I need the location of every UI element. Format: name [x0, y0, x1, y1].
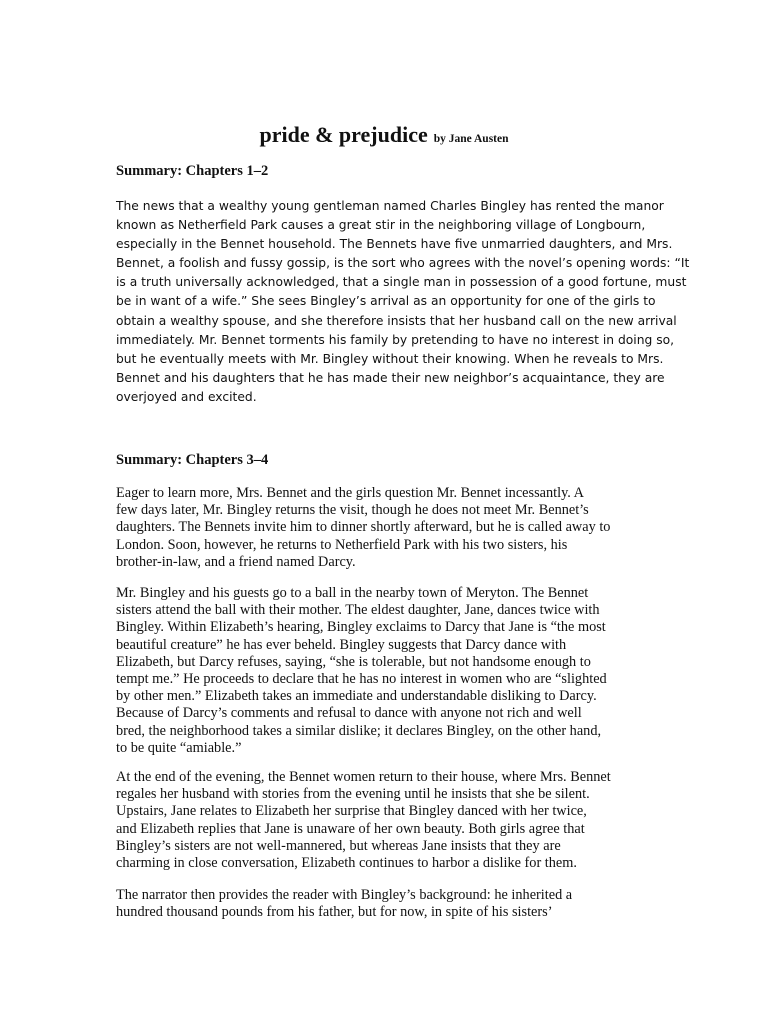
section-2-paragraph-3: [116, 769, 661, 872]
paragraph-line: especially in the Bennet household. The Bennets have five unmarried daughters, and Mrs.: [116, 237, 673, 252]
section-2-paragraph-2: [116, 585, 661, 757]
paragraph-line: Bingley’s sisters are not well-mannered, but whereas Jane insists that they are: [116, 837, 561, 854]
paragraph-line: charming in close conversation, Elizabeth continues to harbor a dislike for them.: [116, 855, 577, 872]
paragraph-line: Elizabeth, but Darcy refuses, saying, “she is tolerable, but not handsome enough to: [116, 653, 591, 670]
paragraph-line: be in want of a wife.” She sees Bingley’s arrival as an opportunity for one of the girls to: [116, 294, 656, 309]
paragraph-line: overjoyed and excited.: [116, 389, 257, 404]
paragraph-line: The news that a wealthy young gentleman named Charles Bingley has rented the manor: [116, 199, 664, 213]
paragraph-line: beautiful creature” he has ever beheld. Bingley suggests that Darcy dance with: [116, 636, 567, 653]
paragraph-line: daughters. The Bennets invite him to dinner shortly afterward, but he is called away to: [116, 519, 611, 536]
paragraph-line: At the end of the evening, the Bennet women return to their house, where Mrs. Bennet: [116, 769, 611, 785]
paragraph-line: bred, the neighborhood takes a similar dislike; it declares Bingley, on the other hand,: [116, 722, 602, 739]
section-2-paragraph-1: [116, 485, 661, 571]
paragraph-line: by other men.” Elizabeth takes an immediate and understandable disliking to Darcy.: [116, 688, 597, 705]
section-1-paragraph: [116, 197, 690, 407]
paragraph-line: but he eventually meets with Mr. Bingley without their knowing. When he reveals to Mrs.: [116, 351, 664, 366]
paragraph-line: brother-in-law, and a friend named Darcy.: [116, 553, 356, 570]
document-title-line: [0, 121, 768, 153]
paragraph-line: known as Netherfield Park causes a great stir in the neighboring village of Longbourn,: [116, 218, 646, 233]
document-byline: by Jane Austen: [433, 133, 509, 145]
paragraph-line: sisters attend the ball with their mother. The eldest daughter, Jane, dances twice with: [116, 602, 600, 619]
paragraph-line: The narrator then provides the reader with Bingley’s background: he inherited a: [116, 887, 573, 903]
paragraph-line: to be quite “amiable.”: [116, 739, 242, 756]
paragraph-line: and Elizabeth replies that Jane is unaware of her own beauty. Both girls agree that: [116, 820, 585, 837]
paragraph-line: obtain a wealthy spouse, and she therefore insists that her husband call on the new arrival: [116, 313, 677, 328]
paragraph-line: Upstairs, Jane relates to Elizabeth her surprise that Bingley danced with her twice,: [116, 803, 587, 820]
paragraph-line: Bennet and his daughters that he has made their new neighbor’s acquaintance, they are: [116, 370, 665, 385]
section-heading-chapters-3-4: Summary: Chapters 3–4: [116, 452, 269, 468]
document-title: pride & prejudice: [259, 122, 428, 147]
section-heading-chapters-1-2: Summary: Chapters 1–2: [116, 163, 269, 179]
section-2-paragraph-4: [116, 887, 661, 921]
paragraph-line: Because of Darcy’s comments and refusal to dance with anyone not rich and well: [116, 705, 582, 722]
paragraph-line: Bingley. Within Elizabeth’s hearing, Bingley exclaims to Darcy that Jane is “the most: [116, 619, 606, 636]
paragraph-line: tempt me.” He proceeds to declare that he has no interest in women who are “slighted: [116, 671, 607, 688]
paragraph-line: immediately. Mr. Bennet torments his family by pretending to have no interest in doing so,: [116, 332, 675, 347]
paragraph-line: Eager to learn more, Mrs. Bennet and the girls question Mr. Bennet incessantly. A: [116, 485, 584, 501]
paragraph-line: Bennet, a foolish and fussy gossip, is the sort who agrees with the novel’s opening words: “It: [116, 256, 690, 271]
paragraph-line: is a truth universally acknowledged, that a single man in possession of a good fortune, must: [116, 275, 687, 290]
paragraph-line: few days later, Mr. Bingley returns the visit, though he does not meet Mr. Bennet’s: [116, 502, 589, 519]
paragraph-line: Mr. Bingley and his guests go to a ball in the nearby town of Meryton. The Bennet: [116, 585, 589, 601]
paragraph-line: regales her husband with stories from the evening until he insists that she be silent.: [116, 786, 590, 803]
paragraph-line: London. Soon, however, he returns to Netherfield Park with his two sisters, his: [116, 536, 568, 553]
paragraph-line: hundred thousand pounds from his father, but for now, in spite of his sisters’: [116, 904, 553, 921]
